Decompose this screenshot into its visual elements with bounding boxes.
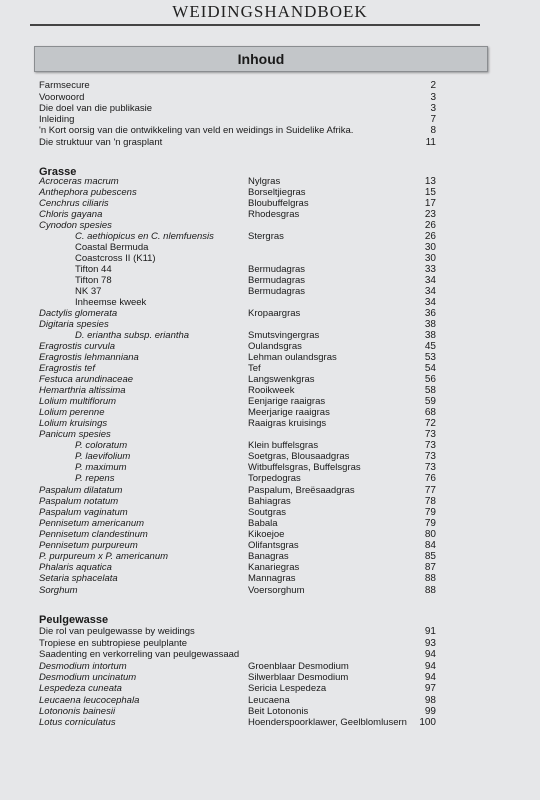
toc-entry-title: Acroceras macrum: [39, 176, 119, 187]
toc-entry-title: Eragrostis curvula: [39, 341, 116, 352]
toc-entry-page-number: 3: [430, 92, 436, 103]
toc-entry-page-number: 91: [424, 626, 436, 637]
toc-entry-common-name: Bermudagras: [248, 275, 306, 286]
toc-entry: [0, 562, 540, 573]
toc-entry-page-number: 30: [424, 242, 436, 253]
toc-entry-common-name: Banagras: [248, 551, 289, 562]
toc-entry: [0, 672, 540, 683]
toc-entry-title: Coastal Bermuda: [75, 242, 149, 253]
toc-entry: [0, 418, 540, 429]
toc-entry: [0, 275, 540, 286]
toc-entry-common-name: Kanariegras: [248, 562, 300, 573]
toc-entry: [0, 638, 540, 649]
toc-entry-page-number: 85: [424, 551, 436, 562]
toc-entry: [0, 485, 540, 496]
toc-entry-common-name: Hoenderspoorklawer, Geelblomlusern: [248, 717, 407, 728]
toc-entry-title: P. repens: [75, 473, 115, 484]
toc-entry-title: P. laevifolium: [75, 451, 131, 462]
toc-entry: [0, 187, 540, 198]
toc-entry-common-name: Eenjarige raaigras: [248, 396, 326, 407]
toc-entry: [0, 573, 540, 584]
toc-entry-common-name: Sericia Lespedeza: [248, 683, 327, 694]
toc-entry-page-number: 3: [430, 103, 436, 114]
toc-entry-title: P. coloratum: [75, 440, 128, 451]
toc-entry-title: Inheemse kweek: [75, 297, 147, 308]
toc-entry-common-name: Groenblaar Desmodium: [248, 661, 349, 672]
toc-entry-page-number: 100: [419, 717, 436, 728]
toc-entry-page-number: 33: [424, 264, 436, 275]
toc-entry-page-number: 72: [424, 418, 436, 429]
toc-entry: [0, 440, 540, 451]
toc-entry-page-number: 93: [424, 638, 436, 649]
toc-entry-page-number: 58: [424, 385, 436, 396]
toc-entry-page-number: 34: [424, 286, 436, 297]
toc-entry-page-number: 98: [424, 695, 436, 706]
toc-entry: [0, 341, 540, 352]
toc-entry-page-number: 13: [424, 176, 436, 187]
toc-entry: [0, 352, 540, 363]
toc-entry: [0, 385, 540, 396]
toc-entry-common-name: Bloubuffelgras: [248, 198, 309, 209]
toc-entry-title: Anthephora pubescens: [39, 187, 137, 198]
toc-entry-title: P. purpureum x P. americanum: [39, 551, 169, 562]
toc-entry-title: Paspalum vaginatum: [39, 507, 128, 518]
toc-entry-page-number: 80: [424, 529, 436, 540]
toc-entry-page-number: 68: [424, 407, 436, 418]
toc-entry-title: Voorwoord: [39, 92, 85, 103]
toc-entry-page-number: 87: [424, 562, 436, 573]
toc-entry: [0, 496, 540, 507]
toc-entry-title: Tropiese en subtropiese peulplante: [39, 638, 188, 649]
toc-entry-title: Lolium perenne: [39, 407, 105, 418]
toc-entry-title: Tifton 44: [75, 264, 112, 275]
toc-entry: [0, 507, 540, 518]
toc-entry-page-number: 23: [424, 209, 436, 220]
toc-entry-title: P. maximum: [75, 462, 127, 473]
section-heading: Peulgewasse: [39, 614, 109, 626]
toc-entry-page-number: 94: [424, 661, 436, 672]
toc-entry-page-number: 77: [424, 485, 436, 496]
toc-entry: [0, 540, 540, 551]
toc-entry-page-number: 94: [424, 649, 436, 660]
toc-entry-common-name: Smutsvingergras: [248, 330, 320, 341]
toc-entry: [0, 319, 540, 330]
toc-entry-page-number: 76: [424, 473, 436, 484]
toc-entry-common-name: Rhodesgras: [248, 209, 300, 220]
toc-entry-page-number: 11: [425, 137, 436, 148]
toc-entry-title: Leucaena leucocephala: [39, 695, 140, 706]
toc-entry-common-name: Borseltjiegras: [248, 187, 306, 198]
toc-entry-title: Pennisetum purpureum: [39, 540, 138, 551]
toc-entry-common-name: Stergras: [248, 231, 284, 242]
toc-entry: [0, 626, 540, 637]
toc-entry-common-name: Soutgras: [248, 507, 287, 518]
toc-entry: [0, 518, 540, 529]
toc-entry-page-number: 2: [430, 80, 436, 91]
toc-entry: [0, 374, 540, 385]
toc-entry: [0, 103, 540, 114]
toc-entry-title: Digitaria spesies: [39, 319, 109, 330]
toc-entry-title: NK 37: [75, 286, 102, 297]
toc-entry: [0, 717, 540, 728]
toc-entry-page-number: 73: [424, 451, 436, 462]
toc-entry-title: C. aethiopicus en C. nlemfuensis: [75, 231, 214, 242]
toc-entry-page-number: 34: [424, 297, 436, 308]
toc-entry: [0, 308, 540, 319]
toc-entry-title: Tifton 78: [75, 275, 112, 286]
toc-entry-title: Desmodium intortum: [39, 661, 127, 672]
toc-entry-title: Panicum spesies: [39, 429, 111, 440]
toc-entry-title: Cynodon spesies: [39, 220, 112, 231]
toc-entry-page-number: 36: [424, 308, 436, 319]
toc-entry-title: Dactylis glomerata: [39, 308, 118, 319]
contents-heading-bar: Inhoud: [34, 46, 488, 72]
toc-entry-common-name: Tef: [248, 363, 261, 374]
toc-entry-common-name: Meerjarige raaigras: [248, 407, 330, 418]
toc-entry-title: Pennisetum clandestinum: [39, 529, 148, 540]
toc-entry-title: Inleiding: [39, 114, 75, 125]
toc-entry-title: Lolium kruisings: [39, 418, 108, 429]
toc-entry: [0, 330, 540, 341]
toc-entry-common-name: Oulandsgras: [248, 341, 302, 352]
toc-entry-page-number: 97: [424, 683, 436, 694]
toc-entry-title: Cenchrus ciliaris: [39, 198, 109, 209]
toc-entry: [0, 92, 540, 103]
toc-entry-page-number: 73: [424, 462, 436, 473]
toc-entry-page-number: 78: [424, 496, 436, 507]
toc-entry-page-number: 54: [424, 363, 436, 374]
toc-entry: [0, 242, 540, 253]
toc-entry: [0, 529, 540, 540]
toc-entry-title: Lespedeza cuneata: [39, 683, 122, 694]
toc-entry-title: Sorghum: [39, 585, 78, 596]
toc-entry-title: Paspalum notatum: [39, 496, 119, 507]
toc-entry: [0, 429, 540, 440]
toc-entry-page-number: 73: [424, 429, 436, 440]
running-header-title: WEIDINGSHANDBOEK: [172, 2, 368, 21]
toc-entry-page-number: 84: [424, 540, 436, 551]
toc-entry-title: Farmsecure: [39, 80, 90, 91]
toc-entry: [0, 253, 540, 264]
toc-entry-page-number: 17: [424, 198, 436, 209]
toc-entry-title: Eragrostis lehmanniana: [39, 352, 139, 363]
toc-entry-common-name: Torpedogras: [248, 473, 301, 484]
toc-entry-page-number: 45: [424, 341, 436, 352]
toc-entry-page-number: 8: [430, 125, 436, 136]
toc-entry-common-name: Kikoejoe: [248, 529, 285, 540]
toc-entry-title: Saadenting en verkorreling van peulgewassaad: [39, 649, 240, 660]
toc-entry: [0, 551, 540, 562]
toc-entry-title: Pennisetum americanum: [39, 518, 145, 529]
toc-entry-page-number: 73: [424, 440, 436, 451]
toc-entry-common-name: Bermudagras: [248, 286, 306, 297]
toc-entry: [0, 297, 540, 308]
toc-entry-common-name: Paspalum, Breësaadgras: [248, 485, 355, 496]
toc-entry: [0, 209, 540, 220]
toc-entry-common-name: Klein buffelsgras: [248, 440, 319, 451]
toc-entry-page-number: 7: [430, 114, 436, 125]
toc-entry-title: Chloris gayana: [39, 209, 103, 220]
toc-entry-page-number: 94: [424, 672, 436, 683]
toc-entry-common-name: Silwerblaar Desmodium: [248, 672, 349, 683]
toc-entry-common-name: Kropaargras: [248, 308, 301, 319]
toc-entry-common-name: Beit Lotononis: [248, 706, 309, 717]
toc-entry-title: Lolium multiflorum: [39, 396, 117, 407]
toc-entry-page-number: 79: [424, 518, 436, 529]
toc-entry: [0, 683, 540, 694]
toc-entry-title: Die struktuur van 'n grasplant: [39, 137, 163, 148]
toc-entry-title: Desmodium uncinatum: [39, 672, 137, 683]
toc-entry-title: Eragrostis tef: [39, 363, 95, 374]
toc-entry-common-name: Rooikweek: [248, 385, 295, 396]
toc-entry-common-name: Langswenkgras: [248, 374, 315, 385]
toc-entry: [0, 137, 540, 148]
toc-entry-common-name: Olifantsgras: [248, 540, 299, 551]
toc-entry: [0, 231, 540, 242]
toc-entry-title: Hemarthria altissima: [39, 385, 126, 396]
section-heading: Grasse: [39, 166, 77, 178]
toc-entry-page-number: 99: [424, 706, 436, 717]
toc-entry: [0, 125, 540, 136]
toc-entry: [0, 649, 540, 660]
toc-entry-page-number: 26: [424, 231, 436, 242]
toc-entry: [0, 706, 540, 717]
toc-entry-page-number: 26: [424, 220, 436, 231]
toc-entry-common-name: Raaigras kruisings: [248, 418, 327, 429]
toc-entry-common-name: Soetgras, Blousaadgras: [248, 451, 350, 462]
toc-entry: [0, 396, 540, 407]
toc-entry: [0, 220, 540, 231]
toc-entry-page-number: 59: [424, 396, 436, 407]
toc-entry-title: Lotus corniculatus: [39, 717, 116, 728]
toc-entry: [0, 585, 540, 596]
toc-entry-page-number: 38: [424, 330, 436, 341]
toc-entry: [0, 114, 540, 125]
toc-entry-page-number: 88: [424, 585, 436, 596]
toc-entry-common-name: Voersorghum: [248, 585, 305, 596]
toc-entry: [0, 80, 540, 91]
toc-entry: [0, 462, 540, 473]
toc-entry-title: D. eriantha subsp. eriantha: [75, 330, 190, 341]
toc-entry-common-name: Leucaena: [248, 695, 290, 706]
toc-entry-title: Die rol van peulgewasse by weidings: [39, 626, 195, 637]
toc-entry: [0, 176, 540, 187]
toc-entry-common-name: Nylgras: [248, 176, 281, 187]
toc-entry: [0, 407, 540, 418]
toc-entry-title: Coastcross II (K11): [75, 253, 156, 264]
toc-entry-page-number: 53: [424, 352, 436, 363]
toc-entry-title: Die doel van die publikasie: [39, 103, 153, 114]
toc-entry-title: Paspalum dilatatum: [39, 485, 123, 496]
toc-entry-page-number: 88: [424, 573, 436, 584]
toc-entry-title: Setaria sphacelata: [39, 573, 118, 584]
toc-entry-common-name: Bahiagras: [248, 496, 291, 507]
toc-entry-title: Festuca arundinaceae: [39, 374, 134, 385]
toc-entry-page-number: 15: [424, 187, 436, 198]
toc-entry: [0, 363, 540, 374]
toc-entry-common-name: Babala: [248, 518, 278, 529]
toc-entry-page-number: 56: [424, 374, 436, 385]
toc-entry-page-number: 38: [424, 319, 436, 330]
toc-entry-page-number: 34: [424, 275, 436, 286]
toc-entry-page-number: 30: [424, 253, 436, 264]
toc-entry-common-name: Witbuffelsgras, Buffelsgras: [248, 462, 361, 473]
toc-entry-title: Phalaris aquatica: [39, 562, 112, 573]
toc-entry-page-number: 79: [424, 507, 436, 518]
toc-entry-common-name: Bermudagras: [248, 264, 306, 275]
toc-entry-title: Lotononis bainesii: [39, 706, 116, 717]
toc-entry: [0, 286, 540, 297]
toc-entry: [0, 695, 540, 706]
toc-entry: [0, 661, 540, 672]
toc-entry-title: 'n Kort oorsig van die ontwikkeling van veld en weidings in Suidelike Afrika.: [39, 125, 354, 136]
toc-entry-common-name: Mannagras: [248, 573, 296, 584]
toc-entry: [0, 451, 540, 462]
toc-entry: [0, 198, 540, 209]
toc-entry: [0, 473, 540, 484]
toc-entry-common-name: Lehman oulandsgras: [248, 352, 337, 363]
toc-entry: [0, 264, 540, 275]
